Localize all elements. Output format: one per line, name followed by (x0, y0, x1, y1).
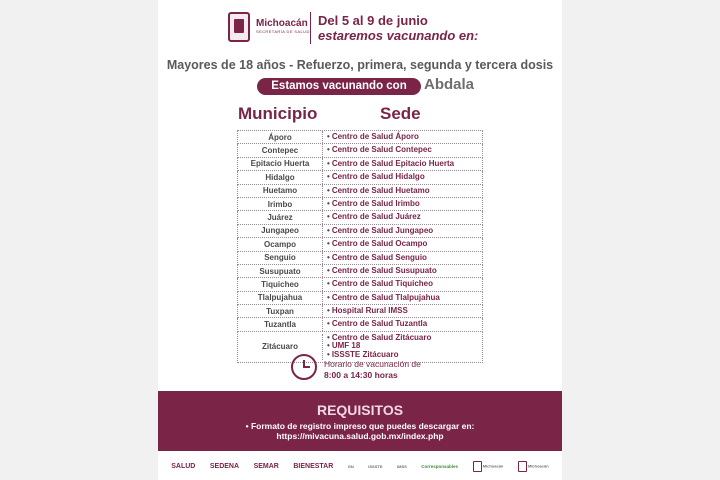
michoacan-emblem-icon (228, 12, 250, 42)
emblem-icon (518, 461, 527, 472)
requisitos-link[interactable]: https://mivacuna.salud.gob.mx/index.php (276, 431, 444, 441)
municipio-cell: Juárez (238, 211, 323, 223)
logo-name: Michoacán (256, 18, 308, 29)
municipio-cell: Jungapeo (238, 225, 323, 237)
table-row (237, 238, 483, 251)
table-row (237, 265, 483, 278)
bullet-icon: • (327, 198, 330, 208)
bullet-icon: • (327, 132, 330, 141)
table-row (237, 278, 483, 291)
sede-name: Centro de Salud Ocampo (331, 239, 428, 249)
sede-cell (323, 131, 482, 143)
footer-logo-salud: SALUD (171, 462, 196, 470)
municipio-cell: Epitacio Huerta (238, 158, 323, 170)
table-row (237, 198, 483, 211)
bullet-icon: • (327, 319, 330, 329)
table-row (237, 305, 483, 318)
footer-logo-gn: GN (347, 463, 354, 469)
sede-name: Hospital Rural IMSS (331, 306, 408, 316)
sede-cell (323, 265, 482, 277)
bullet-icon: • (327, 350, 330, 360)
sede-line (327, 144, 482, 156)
flyer-header (158, 10, 562, 50)
sede-cell (323, 144, 482, 156)
bullet-icon: • (327, 172, 330, 182)
municipio-cell: Senguio (238, 252, 323, 264)
sede-name: Centro de Salud Senguio (331, 252, 427, 262)
footer-logo-imss: IMSS (397, 463, 407, 469)
sede-name: Centro de Salud Epitacio Huerta (331, 158, 455, 168)
sede-line (327, 171, 482, 183)
logo-subtitle: SECRETARÍA DE SALUD (256, 29, 310, 34)
municipio-cell: Áporo (238, 131, 323, 143)
sede-line (327, 252, 482, 264)
schedule-block (324, 359, 421, 381)
vaccine-pill: Estamos vacunando con (257, 78, 421, 95)
sede-name: Centro de Salud Jungapeo (331, 225, 434, 235)
sede-line (327, 225, 482, 237)
bullet-icon: • (327, 341, 330, 351)
sede-line (327, 198, 482, 210)
municipio-cell: Tuzantla (238, 318, 323, 330)
bullet-icon: • (327, 239, 330, 249)
sede-line (327, 158, 482, 170)
sede-name: Centro de Salud Huetamo (331, 185, 430, 195)
sede-name: Centro de Salud Irimbo (331, 198, 420, 208)
footer-logo-michoacan-1: Michoacán (473, 461, 504, 472)
sede-line (327, 185, 482, 197)
sede-cell (323, 252, 482, 264)
municipio-cell: Irimbo (238, 198, 323, 210)
footer-logo-sedena: SEDENA (209, 462, 240, 470)
dates-line1: Del 5 al 9 de junio (318, 13, 428, 28)
sede-line (327, 305, 482, 317)
sede-cell (323, 305, 482, 317)
sede-table (237, 130, 483, 363)
sede-name: Centro de Salud Juárez (331, 212, 421, 222)
footer-logo-semar: SEMAR (253, 462, 279, 470)
sede-cell (323, 278, 482, 290)
age-subtitle: Mayores de 18 años - Refuerzo, primera, segunda y tercera dosis (166, 58, 554, 72)
sede-cell (323, 318, 482, 330)
municipio-cell: Tlalpujahua (238, 292, 323, 304)
bullet-icon: • (327, 212, 330, 222)
sede-line (327, 318, 482, 330)
vaccine-name: Abdala (424, 76, 475, 93)
sede-name: ISSSTE Zitácuaro (331, 350, 399, 360)
table-row (237, 252, 483, 265)
background-right (562, 0, 720, 480)
bullet-icon: • (327, 306, 330, 316)
sede-name: UMF 18 (331, 341, 361, 351)
table-row (237, 292, 483, 305)
sede-name: Centro de Salud Tuzantla (331, 319, 428, 329)
header-divider (310, 12, 311, 44)
table-row (237, 211, 483, 224)
sede-line (327, 211, 482, 223)
vaccination-flyer (158, 0, 562, 480)
clock-icon (291, 354, 317, 380)
municipio-cell: Tuxpan (238, 305, 323, 317)
requisitos-band (158, 391, 562, 451)
sede-cell (323, 211, 482, 223)
municipio-cell: Zitácuaro (238, 334, 323, 360)
table-row (237, 225, 483, 238)
sede-cell (323, 185, 482, 197)
schedule-label: Horario de vacunación de (324, 359, 421, 369)
requisitos-line1: • Formato de registro impreso que puedes descargar en: (245, 421, 475, 431)
sede-line (327, 265, 482, 277)
requisitos-title: REQUISITOS (316, 402, 404, 418)
table-row (237, 130, 483, 144)
municipio-cell: Contepec (238, 144, 323, 156)
table-row (237, 171, 483, 184)
dates-line2: estaremos vacunando en: (318, 28, 479, 43)
bullet-icon: • (327, 332, 330, 342)
table-row (237, 158, 483, 171)
bullet-icon: • (327, 145, 330, 155)
sede-cell (323, 238, 482, 250)
sede-cell (323, 225, 482, 237)
municipio-header: Municipio (238, 104, 318, 123)
municipio-cell: Hidalgo (238, 171, 323, 183)
footer-logo-bienestar: BIENESTAR (293, 462, 334, 470)
footer-logo-corresponsables: Corresponsables (421, 463, 459, 469)
municipio-cell: Tiquicheo (238, 278, 323, 290)
sede-name: Centro de Salud Susupuato (331, 265, 437, 275)
sede-name: Centro de Salud Áporo (331, 132, 419, 141)
sede-cell (323, 171, 482, 183)
sede-name: Centro de Salud Zitácuaro (331, 332, 432, 342)
background-left (0, 0, 158, 480)
bullet-icon: • (327, 185, 330, 195)
bullet-icon: • (327, 292, 330, 302)
footer-logos (158, 455, 562, 477)
table-row (237, 318, 483, 331)
municipio-cell: Ocampo (238, 238, 323, 250)
footer-logo-issste: ISSSTE (368, 463, 383, 469)
bullet-icon: • (327, 225, 330, 235)
michoacan-logo (256, 18, 310, 34)
sede-line (327, 278, 482, 290)
dates-block (318, 13, 478, 43)
bullet-icon: • (327, 265, 330, 275)
schedule-hours: 8:00 a 14:30 horas (324, 370, 398, 380)
table-row (237, 144, 483, 157)
municipio-cell: Susupuato (238, 265, 323, 277)
sede-cell (323, 292, 482, 304)
sede-name: Centro de Salud Contepec (331, 145, 432, 155)
sede-cell (323, 334, 482, 360)
emblem-icon (473, 461, 482, 472)
sede-name: Centro de Salud Tiquicheo (331, 279, 434, 289)
sede-line (327, 292, 482, 304)
sede-cell (323, 158, 482, 170)
sede-cell (323, 198, 482, 210)
footer-logo-michoacan-2: Michoacán (518, 461, 549, 472)
sede-line (327, 131, 482, 143)
sede-header: Sede (380, 104, 421, 123)
sede-name: Centro de Salud Tlalpujahua (331, 292, 440, 302)
table-row (237, 185, 483, 198)
sede-line (327, 238, 482, 250)
bullet-icon: • (327, 252, 330, 262)
bullet-icon: • (327, 279, 330, 289)
sede-name: Centro de Salud Hidalgo (331, 172, 425, 182)
bullet-icon: • (327, 158, 330, 168)
municipio-cell: Huetamo (238, 185, 323, 197)
